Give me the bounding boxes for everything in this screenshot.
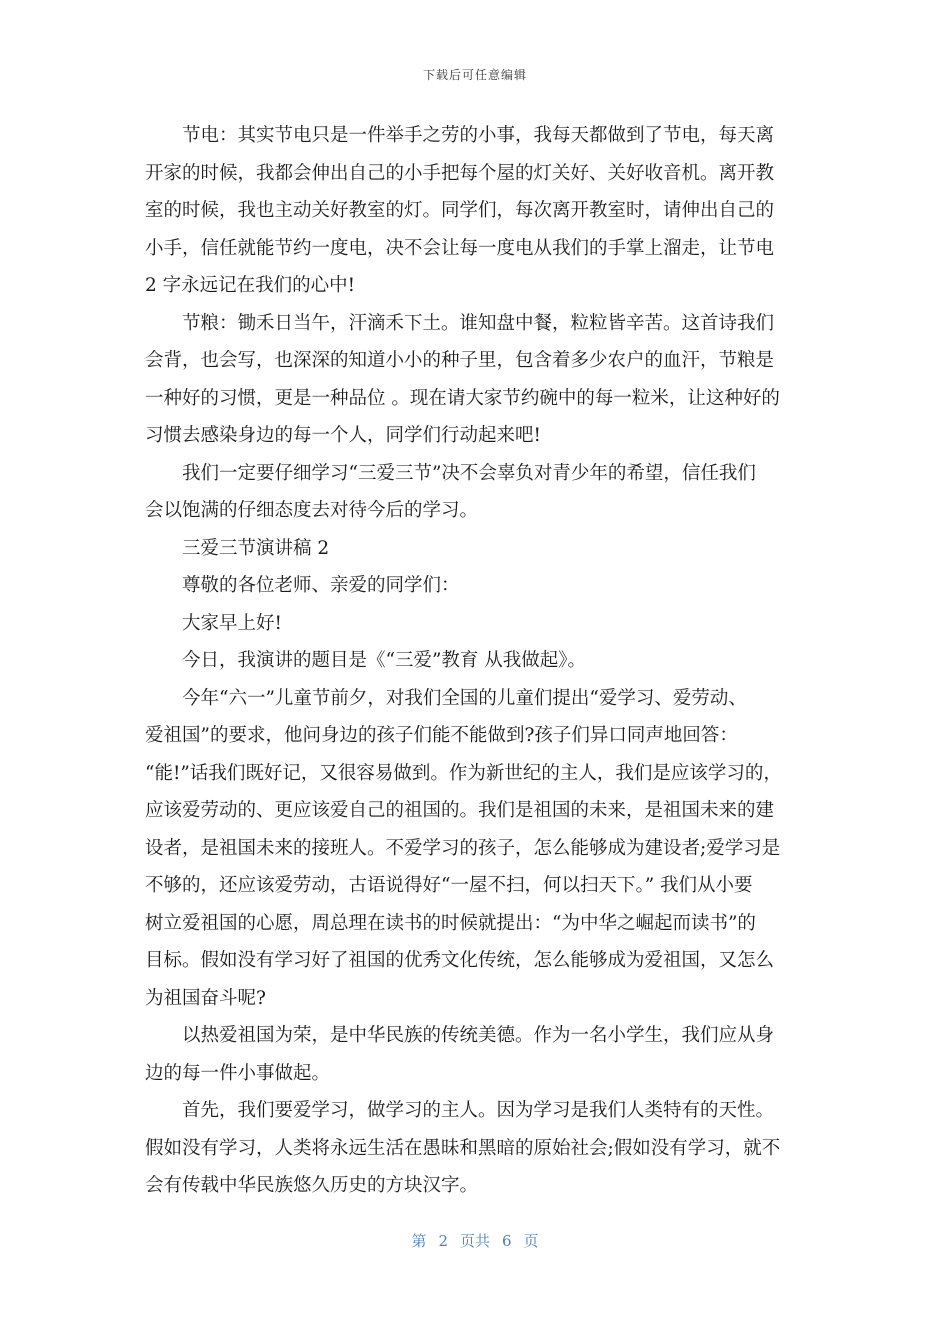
paragraph-line: 首先，我们要爱学习，做学习的主人。因为学习是我们人类特有的天性。 bbox=[182, 1100, 775, 1121]
paragraph-line: 爱祖国”的要求，他问身边的孩子们能不能做到?孩子们异口同声地回答： bbox=[145, 725, 738, 746]
paragraph-line: 以热爱祖国为荣，是中华民族的传统美德。作为一名小学生，我们应从身 bbox=[182, 1025, 775, 1046]
paragraph-line: 应该爱劳动的、更应该爱自己的祖国的。我们是祖国的未来，是祖国未来的建 bbox=[145, 800, 775, 821]
paragraph-line: 为祖国奋斗呢? bbox=[145, 987, 266, 1009]
page-label-prefix: 第 bbox=[411, 1232, 427, 1250]
paragraph-line: 我们一定要仔细学习“三爱三节”决不会辜负对青少年的希望，信任我们 bbox=[182, 462, 756, 484]
page-label-mid: 页共 bbox=[459, 1232, 490, 1250]
paragraph-line: “能!”话我们既好记，又很容易做到。作为新世纪的主人，我们是应该学习的， bbox=[145, 762, 782, 784]
paragraph-line: 目标。假如没有学习好了祖国的优秀文化传统，怎么能够成为爱祖国，又怎么 bbox=[145, 950, 775, 971]
page-header-note: 下载后可任意编辑 bbox=[422, 68, 527, 82]
paragraph-line: 不够的，还应该爱劳动，古语说得好“一屋不扫，何以扫天下。” 我们从小要 bbox=[145, 875, 753, 896]
salutation: 尊敬的各位老师、亲爱的同学们： bbox=[182, 575, 460, 596]
paragraph-line: 设者，是祖国未来的接班人。不爱学习的孩子，怎么能够成为建设者;爱学习是 bbox=[145, 837, 781, 859]
paragraph-line: 今年“六一”儿童节前夕，对我们全国的儿童们提出“爱学习、爱劳动、 bbox=[182, 687, 747, 709]
paragraph-line: 会有传载中华民族悠久历史的方块汉字。 bbox=[145, 1175, 479, 1196]
paragraph-line: 边的每一件小事做起。 bbox=[145, 1062, 331, 1084]
paragraph-line: 会背，也会写，也深深的知道小小的种子里，包含着多少农户的血汗，节粮是 bbox=[145, 350, 775, 371]
paragraph-line: 习惯去感染身边的每一个人，同学们行动起来吧! bbox=[145, 425, 541, 446]
paragraph-line: 会以饱满的仔细态度去对待今后的学习。 bbox=[145, 500, 479, 521]
paragraph-line: 小手，信任就能节约一度电，决不会让每一度电从我们的手掌上溜走，让节电 bbox=[145, 237, 775, 259]
paragraph-line: 节粮：锄禾日当午，汗滴禾下土。谁知盘中餐，粒粒皆辛苦。这首诗我们 bbox=[182, 312, 775, 334]
current-page-number: 2 bbox=[438, 1232, 448, 1250]
page-label-suffix: 页 bbox=[523, 1232, 539, 1250]
paragraph-line: 2 字永远记在我们的心中! bbox=[145, 275, 356, 296]
document-body bbox=[145, 117, 815, 1205]
paragraph-line: 一种好的习惯，更是一种品位 。现在请大家节约碗中的每一粒米，让这种好的 bbox=[145, 387, 780, 409]
paragraph-line: 开家的时候，我都会伸出自己的小手把每个屋的灯关好、关好收音机。离开教 bbox=[145, 162, 775, 184]
section-title: 三爱三节演讲稿 2 bbox=[182, 537, 330, 559]
paragraph-line: 节电：其实节电只是一件举手之劳的小事，我每天都做到了节电，每天离 bbox=[182, 125, 775, 146]
total-pages-number: 6 bbox=[502, 1232, 512, 1250]
paragraph-line: 室的时候，我也主动关好教室的灯。同学们，每次离开教室时，请伸出自己的 bbox=[145, 200, 775, 221]
page-number-footer bbox=[0, 1230, 950, 1251]
greeting: 大家早上好! bbox=[182, 612, 282, 634]
paragraph-line: 树立爱祖国的心愿，周总理在读书的时候就提出：“为中华之崛起而读书”的 bbox=[145, 912, 756, 934]
paragraph-line: 今日，我演讲的题目是《“三爱”教育 从我做起》。 bbox=[182, 650, 587, 671]
paragraph-line: 假如没有学习，人类将永远生活在愚昧和黑暗的原始社会;假如没有学习，就不 bbox=[145, 1137, 781, 1159]
